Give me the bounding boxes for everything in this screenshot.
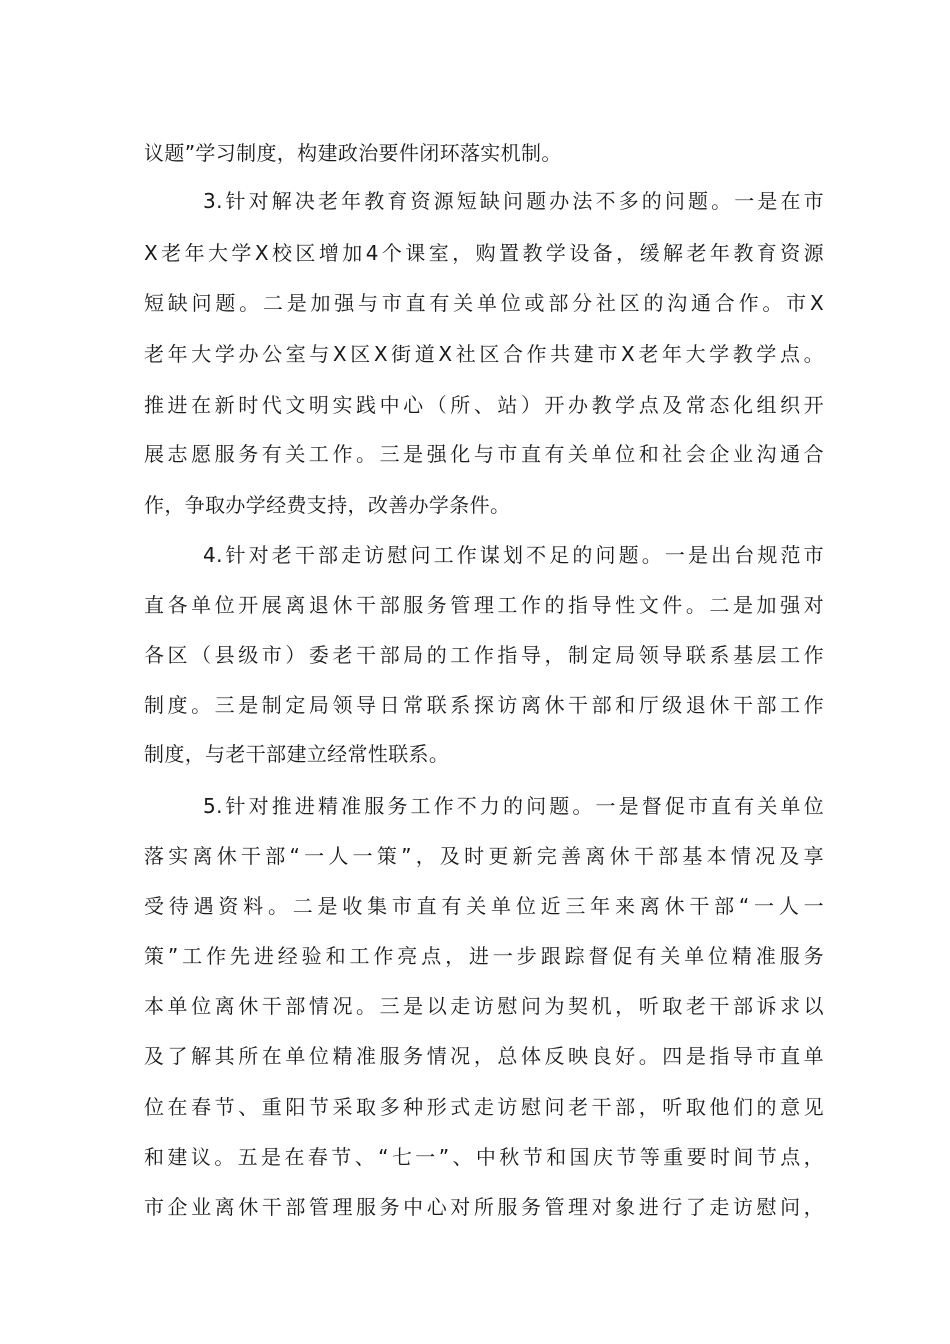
text-line: 推进在新时代文明实践中心（所、站）开办教学点及常态化组织开: [144, 393, 824, 417]
text-line: 本单位离休干部情况。三是以走访慰问为契机，听取老干部诉求以: [144, 994, 824, 1018]
text-line: 短缺问题。二是加强与市直有关单位或部分社区的沟通合作。市X: [144, 291, 824, 315]
text-line: 受待遇资料。二是收集市直有关单位近三年来离休干部“一人一: [144, 894, 824, 918]
text-line: 落实离休干部“一人一策”，及时更新完善离休干部基本情况及享: [144, 844, 824, 868]
text-line: 展志愿服务有关工作。三是强化与市直有关单位和社会企业沟通合: [144, 442, 824, 466]
text-line: 作，争取办学经费支持，改善办学条件。: [144, 493, 511, 517]
text-line: 制度。三是制定局领导日常联系探访离休干部和厅级退休干部工作: [144, 693, 824, 717]
text-line: 策”工作先进经验和工作亮点，进一步跟踪督促有关单位精准服务: [144, 944, 824, 968]
text-line: 制度，与老干部建立经常性联系。: [144, 742, 450, 766]
text-line: 和建议。五是在春节、“七一”、中秋节和国庆节等重要时间节点，: [144, 1145, 824, 1169]
text-line: 4.针对老干部走访慰问工作谋划不足的问题。一是出台规范市: [203, 543, 824, 567]
text-line: 议题”学习制度，构建政治要件闭环落实机制。: [144, 141, 562, 165]
text-line: X老年大学X校区增加4个课室，购置教学设备，缓解老年教育资源: [144, 241, 824, 265]
text-line: 直各单位开展离退休干部服务管理工作的指导性文件。二是加强对: [144, 593, 824, 617]
text-line: 各区（县级市）委老干部局的工作指导，制定局领导联系基层工作: [144, 643, 824, 667]
text-line: 5.针对推进精准服务工作不力的问题。一是督促市直有关单位: [203, 794, 824, 818]
text-line: 及了解其所在单位精准服务情况，总体反映良好。四是指导市直单: [144, 1044, 824, 1068]
text-line: 位在春节、重阳节采取多种形式走访慰问老干部，听取他们的意见: [144, 1095, 824, 1119]
text-line: 市企业离休干部管理服务中心对所服务管理对象进行了走访慰问，: [144, 1195, 824, 1219]
text-line: 老年大学办公室与X区X街道X社区合作共建市X老年大学教学点。: [144, 342, 824, 366]
text-line: 3.针对解决老年教育资源短缺问题办法不多的问题。一是在市: [203, 189, 824, 213]
